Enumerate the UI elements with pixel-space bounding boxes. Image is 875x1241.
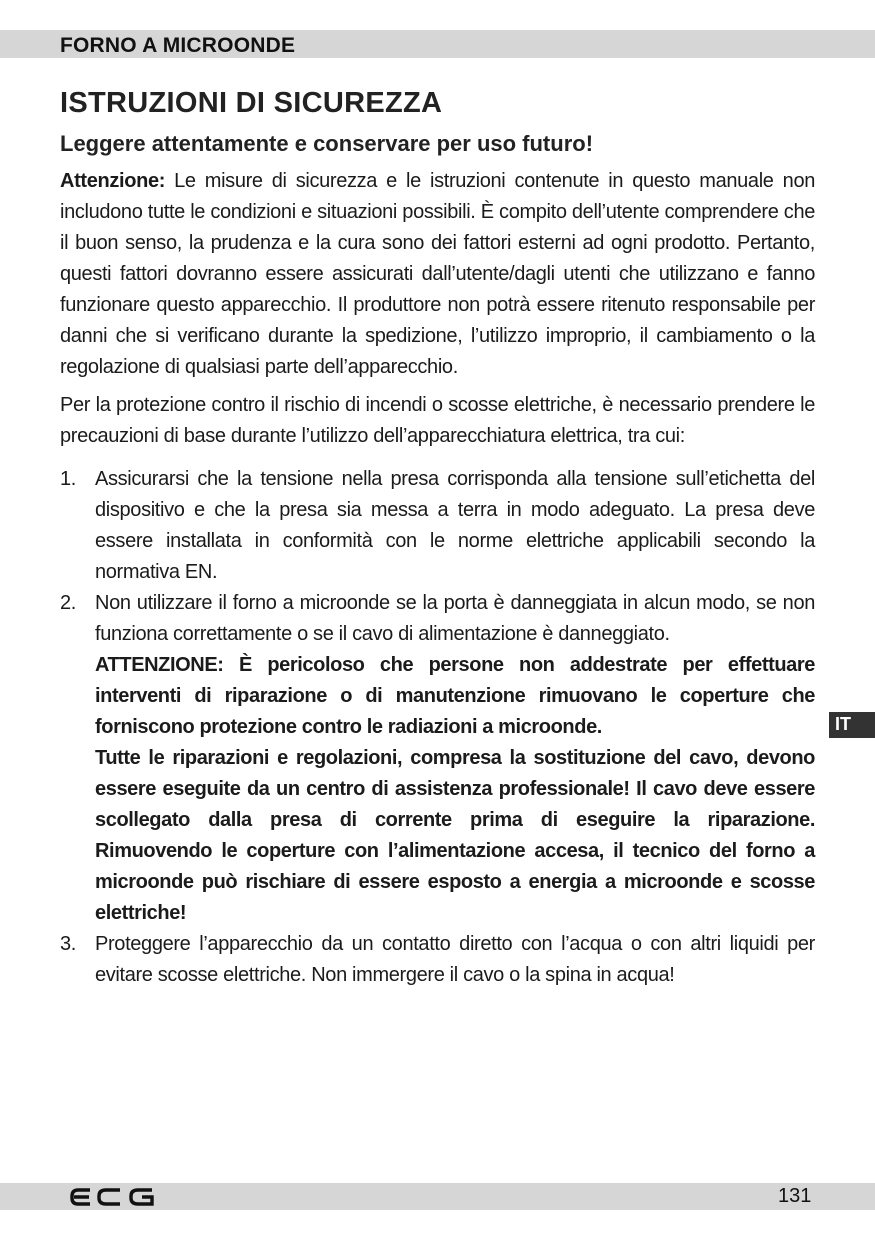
list-item-text: Non utilizzare il forno a microonde se la porta è danneggiata in alcun modo, se non funziona correttamente o se il cavo di alimentazione è danneggiato. <box>95 592 815 645</box>
list-item <box>60 929 815 991</box>
safety-list <box>60 464 815 991</box>
intro-text: Le misure di sicurezza e le istruzioni contenute in questo manuale non includono tutte le condizioni e situazioni possibili. È compito dell’utente comprendere che il buon senso, la prudenza e la cura sono dei fattori esterni ad ogni prodotto. Pertanto, questi fattori dovranno essere assicurati dall’utente/dagli utenti che utilizzano e fanno funzionare questo apparecchio. Il produttore non potrà essere ritenuto responsabile per danni che si verificano durante la spedizione, l’utilizzo improprio, il cambiamento o la regolazione di qualsiasi parte dell’apparecchio. <box>60 170 815 378</box>
page-subtitle: Leggere attentamente e conservare per uso futuro! <box>60 131 594 156</box>
language-label: IT <box>835 714 851 734</box>
page-content <box>60 84 815 991</box>
list-number: 2. <box>60 592 76 614</box>
page-number: 131 <box>778 1185 812 1207</box>
list-item <box>60 464 815 588</box>
precautions-paragraph: Per la protezione contro il rischio di incendi o scosse elettriche, è necessario prendere le precauzioni di base durante l’utilizzo dell’apparecchiatura elettrica, tra cui: <box>60 394 815 447</box>
list-item-text: Proteggere l’apparecchio da un contatto diretto con l’acqua o con altri liquidi per evitare scosse elettriche. Non immergere il cavo o la spina in acqua! <box>95 933 815 986</box>
intro-paragraph <box>60 166 815 383</box>
language-tab <box>829 712 875 738</box>
list-number: 3. <box>60 933 76 955</box>
attention-label: Attenzione: <box>60 170 166 192</box>
header-bar <box>0 30 875 58</box>
list-number: 1. <box>60 468 76 490</box>
page-title: ISTRUZIONI DI SICUREZZA <box>60 87 443 119</box>
warning-text: Tutte le riparazioni e regolazioni, compresa la sostituzione del cavo, devono essere eseguite da un centro di assistenza professionale! Il cavo deve essere scollegato dalla presa di corrente prima di eseguire la riparazione. Rimuovendo le coperture con l’alimentazione accesa, il tecnico del forno a microonde può rischiare di essere esposto a energia a microonde e scosse elettriche! <box>95 747 815 924</box>
ecg-logo <box>68 1186 160 1208</box>
list-item <box>60 588 815 929</box>
section-title: FORNO A MICROONDE <box>60 34 296 57</box>
list-item-text: Assicurarsi che la tensione nella presa corrisponda alla tensione sull’etichetta del dispositivo e che la presa sia messa a terra in modo adeguato. La presa deve essere installata in conformità con le norme elettriche applicabili secondo la normativa EN. <box>95 468 815 583</box>
footer-bar <box>0 1183 875 1210</box>
warning-text: ATTENZIONE: È pericoloso che persone non addestrate per effettuare interventi di riparazione o di manutenzione rimuovano le coperture che forniscono protezione contro le radiazioni a microonde. <box>95 654 815 738</box>
